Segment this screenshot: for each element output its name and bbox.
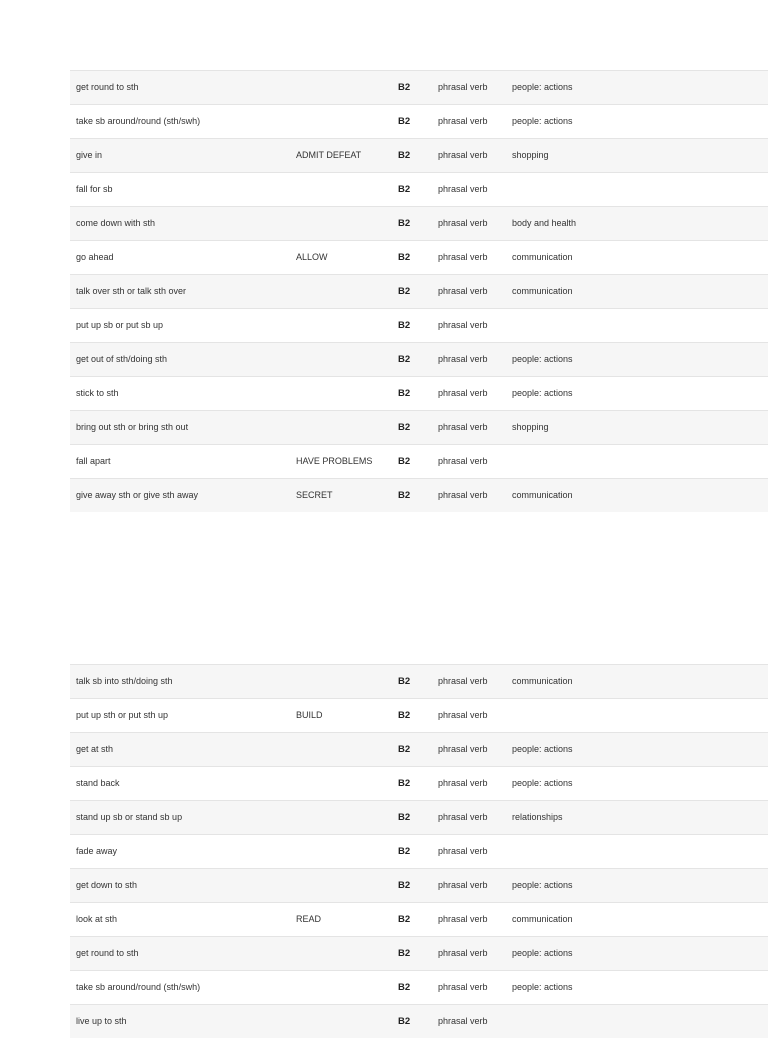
table-row [70, 970, 768, 1004]
part-of-speech-cell: phrasal verb [438, 218, 488, 228]
level-badge: B2 [398, 1016, 411, 1027]
part-of-speech-cell: phrasal verb [438, 116, 488, 126]
part-of-speech-cell: phrasal verb [438, 150, 488, 160]
sense-cell: BUILD [296, 710, 323, 720]
sense-cell: ALLOW [296, 252, 328, 262]
level-badge: B2 [398, 676, 411, 687]
level-badge: B2 [398, 184, 411, 195]
table-row [70, 206, 768, 240]
table-row [70, 766, 768, 800]
table-row [70, 936, 768, 970]
word-cell: get round to sth [76, 948, 139, 958]
table-row [70, 376, 768, 410]
level-badge: B2 [398, 914, 411, 925]
topic-cell: shopping [512, 150, 549, 160]
level-badge: B2 [398, 744, 411, 755]
topic-cell: people: actions [512, 948, 573, 958]
part-of-speech-cell: phrasal verb [438, 286, 488, 296]
table-row [70, 342, 768, 376]
sense-cell: SECRET [296, 490, 333, 500]
topic-cell: people: actions [512, 354, 573, 364]
word-cell: fade away [76, 846, 118, 856]
level-badge: B2 [398, 116, 411, 127]
word-cell: get round to sth [76, 82, 139, 92]
topic-cell: people: actions [512, 116, 573, 126]
word-cell: go ahead [76, 252, 114, 262]
level-badge: B2 [398, 982, 411, 993]
word-cell: take sb around/round (sth/swh) [76, 116, 201, 126]
level-badge: B2 [398, 948, 411, 959]
word-cell: give away sth or give sth away [76, 490, 199, 500]
table-row [70, 478, 768, 512]
level-badge: B2 [398, 778, 411, 789]
word-cell: bring out sth or bring sth out [76, 422, 189, 432]
topic-cell: communication [512, 676, 573, 686]
level-badge: B2 [398, 846, 411, 857]
topic-cell: relationships [512, 812, 563, 822]
topic-cell: communication [512, 252, 573, 262]
table-row [70, 868, 768, 902]
level-badge: B2 [398, 812, 411, 823]
table-row [70, 698, 768, 732]
table-row [70, 902, 768, 936]
part-of-speech-cell: phrasal verb [438, 422, 488, 432]
table-row [70, 308, 768, 342]
topic-cell: communication [512, 914, 573, 924]
table-row [70, 664, 768, 698]
table-row [70, 410, 768, 444]
part-of-speech-cell: phrasal verb [438, 744, 488, 754]
word-cell: get down to sth [76, 880, 138, 890]
word-cell: put up sth or put sth up [76, 710, 169, 720]
word-cell: get out of sth/doing sth [76, 354, 168, 364]
topic-cell: communication [512, 490, 573, 500]
part-of-speech-cell: phrasal verb [438, 456, 488, 466]
part-of-speech-cell: phrasal verb [438, 778, 488, 788]
topic-cell: shopping [512, 422, 549, 432]
level-badge: B2 [398, 456, 411, 467]
part-of-speech-cell: phrasal verb [438, 184, 488, 194]
part-of-speech-cell: phrasal verb [438, 354, 488, 364]
table-row [70, 172, 768, 206]
table-row [70, 240, 768, 274]
word-cell: get at sth [76, 744, 114, 754]
level-badge: B2 [398, 354, 411, 365]
topic-cell: people: actions [512, 982, 573, 992]
word-cell: stick to sth [76, 388, 119, 398]
table-row [70, 70, 768, 104]
part-of-speech-cell: phrasal verb [438, 982, 488, 992]
level-badge: B2 [398, 320, 411, 331]
level-badge: B2 [398, 286, 411, 297]
word-cell: give in [76, 150, 103, 160]
table-row [70, 732, 768, 766]
table-row [70, 1004, 768, 1038]
word-cell: talk sb into sth/doing sth [76, 676, 173, 686]
part-of-speech-cell: phrasal verb [438, 880, 488, 890]
part-of-speech-cell: phrasal verb [438, 320, 488, 330]
table-row [70, 444, 768, 478]
topic-cell: people: actions [512, 388, 573, 398]
part-of-speech-cell: phrasal verb [438, 1016, 488, 1026]
table-row [70, 800, 768, 834]
part-of-speech-cell: phrasal verb [438, 676, 488, 686]
part-of-speech-cell: phrasal verb [438, 388, 488, 398]
level-badge: B2 [398, 150, 411, 161]
topic-cell: communication [512, 286, 573, 296]
table-row [70, 274, 768, 308]
vocab-table-1 [70, 70, 768, 512]
part-of-speech-cell: phrasal verb [438, 914, 488, 924]
level-badge: B2 [398, 82, 411, 93]
level-badge: B2 [398, 422, 411, 433]
part-of-speech-cell: phrasal verb [438, 82, 488, 92]
word-cell: come down with sth [76, 218, 156, 228]
level-badge: B2 [398, 218, 411, 229]
level-badge: B2 [398, 490, 411, 501]
sense-cell: ADMIT DEFEAT [296, 150, 362, 160]
word-cell: look at sth [76, 914, 118, 924]
word-cell: put up sb or put sb up [76, 320, 164, 330]
word-cell: fall apart [76, 456, 111, 466]
topic-cell: body and health [512, 218, 577, 228]
level-badge: B2 [398, 252, 411, 263]
topic-cell: people: actions [512, 82, 573, 92]
part-of-speech-cell: phrasal verb [438, 812, 488, 822]
level-badge: B2 [398, 388, 411, 399]
word-cell: fall for sb [76, 184, 113, 194]
part-of-speech-cell: phrasal verb [438, 846, 488, 856]
word-cell: stand up sb or stand sb up [76, 812, 183, 822]
topic-cell: people: actions [512, 880, 573, 890]
part-of-speech-cell: phrasal verb [438, 252, 488, 262]
word-cell: take sb around/round (sth/swh) [76, 982, 201, 992]
vocab-table-2 [70, 664, 768, 1038]
sense-cell: READ [296, 914, 322, 924]
part-of-speech-cell: phrasal verb [438, 710, 488, 720]
topic-cell: people: actions [512, 744, 573, 754]
word-cell: stand back [76, 778, 120, 788]
table-row [70, 138, 768, 172]
level-badge: B2 [398, 880, 411, 891]
level-badge: B2 [398, 710, 411, 721]
word-cell: talk over sth or talk sth over [76, 286, 187, 296]
topic-cell: people: actions [512, 778, 573, 788]
table-row [70, 834, 768, 868]
table-row [70, 104, 768, 138]
part-of-speech-cell: phrasal verb [438, 490, 488, 500]
word-cell: live up to sth [76, 1016, 127, 1026]
part-of-speech-cell: phrasal verb [438, 948, 488, 958]
sense-cell: HAVE PROBLEMS [296, 456, 373, 466]
